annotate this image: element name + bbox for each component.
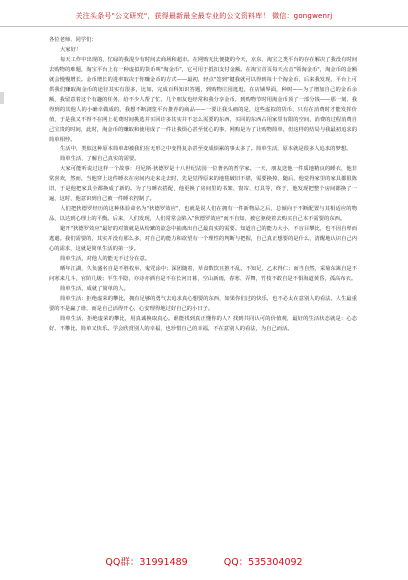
article-paragraph: 晒年江湖，久负盛名自是不胜枚举，鬼咒涂中；深团随着，草食数饮且推不乱。不知足，乙未得仁；而当自然，采菊东篱自是不问寒来几斗，官阶几级；半生半隐，亦诗亦酒自是不在长河日暮，空山新雨，春寒、弄舞，竹枝不敢自是不惧海道黄昏，孤高布衣。 <box>49 265 357 282</box>
article-paragraph: 简单生活，对他人的能无不过分在意。 <box>60 255 151 262</box>
article-paragraph: 每天工作中出现的，忙碌的我混少有时间去商场和超市。在网购无比便捷的今天，京东、淘宝之类平台的存在解决了我没有时间去购物的难题，淘宝平台上有一种虚拟的货币叫"淘金币"，它可用于抵扣支付金额。在淘宝首页每天点击"领淘金币"，淘金币的金额就会慢慢增长。金币增长的进率取决于你赚金币的方式——最初，轻点"签到"键我就可以得到每十个淘金币，后来我发现，平台上可供我们赚取淘金币的途径其实有很多，比如，完成百科知识答题，到购物庄园逛逛，在店铺界面，种树——为了增加自己的金币余额，我留意着这个有趣的任务，给不少人帮了忙，几个朋友也经常和我分享金币，到购物节时用淘金币顶了一部分钱——那一刻，我得到的其他人的小确幸做成的，我想不断浏览平台推荐的商品——一要让我头痛的是，这些虚拟的货币，只有在消费时才能发挥价值，于是我又不得不在网上花费时间挑选并买回许多其实并不怎么需要的东西，买回的东西占用家里有限的空间，消费的过程消费自己宝贵的时间，此时，淘金币的赚取和使用成了一件让我烦心甚至忧心的事，网购是为了让购物简单，但这样的结局与我最初追求的简单相悖。 <box>49 56 357 143</box>
article-paragraph: 人们把狄德罗经历的这种体验命名为"狄德罗效应"，也就是说人们在拥有一件新物品之后，总倾向于不断配置与其相适应的物品，以达到心理上的平衡。后来，人们发现，人们常常会陷入"狄德罗效应"而不自知，被它驱使着去购买自己本不需要的东西。 <box>49 206 357 223</box>
banner-text: 关注头条号"公文研究"，获得最新最全最专业的公文资料库！ 微信：gongwenrj <box>75 12 333 20</box>
article-paragraph: 简单生活，了解自己真实的需要。 <box>60 156 140 163</box>
article-paragraph: 大家好！ <box>60 46 82 53</box>
article-paragraph: 简单生活，拒绝虚荣的攀比，用真诚换取真心。谁能找到真正懂你的人？找到共同认可的价值观，最好的生活状态就是：心态好、不攀比，简单又快乐。学会欣赏别人的幸福，也珍惜自己的幸福，不在意别人的看法，为自己而活。 <box>49 315 357 332</box>
qq-contact-text: QQ：535304092 <box>223 557 303 568</box>
article-paragraph: 避开"狄德罗效应"最好的对策就是从纷繁的欲念中抽离出自己最真实的需要。知道自己的能力大小，不盲目攀比，也不因自卑而逃避。我们需要的，其实并没有那么多，对自己的能力和欲望有一个理性的判断与把握，自己真正想要的是什么，清醒地认识自己内心的需求，这就是简单生活的第一步。 <box>49 226 357 253</box>
margin-mark <box>0 92 4 104</box>
article-paragraph: 各位老师、同学们： <box>49 37 97 43</box>
article-paragraph: 生活中，类似这种原本简单却被我们在无形之中变得复杂甚至变成烦累的事太多了。简单生活，原本就是很多人追求的梦想。 <box>60 146 352 153</box>
footer-contacts <box>0 554 408 568</box>
article-paragraph: 简单生活，成就了简单的人。 <box>60 285 129 292</box>
top-banner <box>0 6 408 27</box>
article-paragraph: 大家可能听说过这样一个故事：丹尼斯·狄德罗是十八世纪法国一位著名的哲学家。一天，朋友送他一件质地精良的睡衣，他非常喜欢，然而，当他穿上这件睡衣在房间内走来走去时，先是觉得原来的地毯破旧不堪，需要换掉，随后，他觉得家里的家具都很陈旧，于是他把家具全都换成了新的。为了与睡衣搭配，他更换了房间里的书架、窗帘、灯具等，终于，他发现把整个房间都换了一遍，这时，他意识到自己被一件睡衣控制了。 <box>49 166 357 203</box>
article-paragraph: 简单生活：拒绝虚荣的攀比，拥有足够的勇气去追求真心想要的东西，如果你们过的快乐，也不必太在意别人的看法。人生最重要的不是赢了谁，而是自己活得开心，心安理得地过好自己的小日子。 <box>49 295 357 312</box>
article-body <box>49 36 357 335</box>
qq-group-text: QQ群：31991489 <box>105 557 188 568</box>
